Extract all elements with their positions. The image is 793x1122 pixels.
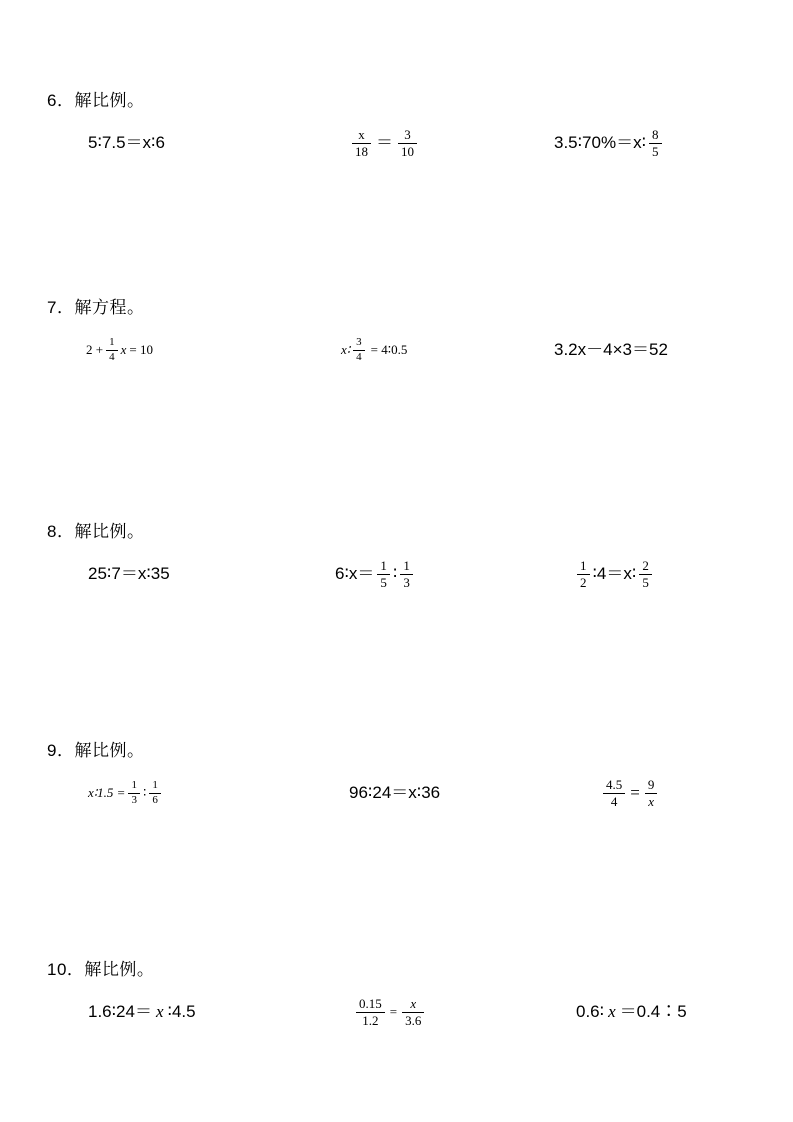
fraction xyxy=(649,128,662,158)
answer-space-10 xyxy=(0,1032,793,1092)
term: 4×3 xyxy=(603,339,632,359)
ratio-sign: ∶ xyxy=(142,784,147,800)
equals-sign: ＝ xyxy=(631,339,649,359)
equals-sign: ＝ xyxy=(120,563,138,583)
variable: x xyxy=(155,1001,164,1021)
minus-sign: － xyxy=(586,339,604,359)
variable: x xyxy=(137,563,147,583)
expression-lead: 6∶x＝ xyxy=(335,563,375,583)
expression-lead: 2 + xyxy=(86,341,104,357)
problem-7-3 xyxy=(540,330,780,370)
term: 5 xyxy=(88,132,98,152)
problem-10-3 xyxy=(540,992,780,1032)
section-title-9: 解比例。 xyxy=(74,741,145,760)
term: 3.2x xyxy=(554,339,587,359)
problem-section-7 xyxy=(0,243,793,370)
problem-row-9 xyxy=(0,773,793,813)
numerator: 3 xyxy=(404,126,411,142)
term: 96 xyxy=(349,782,368,802)
equals-sign: = xyxy=(389,1003,398,1019)
denominator: 18 xyxy=(355,143,368,159)
problem-9-1 xyxy=(60,773,305,813)
problem-row-10 xyxy=(0,992,793,1032)
section-number-8: 8． xyxy=(47,522,75,541)
denominator: 10 xyxy=(401,143,414,159)
denominator: 5 xyxy=(652,143,659,159)
numerator: 1 xyxy=(109,335,115,348)
variable: x xyxy=(608,1001,616,1021)
problem-9-2 xyxy=(305,773,540,813)
denominator: x xyxy=(648,793,654,809)
fraction xyxy=(106,337,118,363)
equals-sign: = xyxy=(630,782,640,802)
expression-tail: = 10 xyxy=(129,341,153,357)
answer-space-9 xyxy=(0,813,793,893)
ratio-sign: ∶ xyxy=(416,782,422,802)
term: 7.5 xyxy=(101,132,126,152)
problem-6-2-expr xyxy=(305,128,420,158)
numerator: 4.5 xyxy=(606,776,623,792)
ratio-sign: ∶ xyxy=(146,563,151,583)
problem-row-6 xyxy=(0,123,793,163)
answer-space-7 xyxy=(0,370,793,450)
problem-8-3-expr xyxy=(540,559,655,589)
section-heading-10 xyxy=(0,955,793,980)
problem-10-1 xyxy=(60,992,305,1032)
section-number-9: 9． xyxy=(47,741,75,760)
section-title-6: 解比例。 xyxy=(74,91,145,110)
problem-10-2-expr xyxy=(305,997,427,1027)
expression-lead: 0.6∶ xyxy=(576,1001,605,1021)
variable: x xyxy=(120,341,127,357)
denominator: 2 xyxy=(580,574,587,590)
fraction-left xyxy=(356,997,385,1027)
expression-lead: 1.6∶24＝ xyxy=(88,1001,152,1021)
section-title-7: 解方程。 xyxy=(74,298,145,317)
ratio-sign: ∶ xyxy=(106,563,112,583)
section-heading-9 xyxy=(0,736,793,761)
problem-row-7 xyxy=(0,330,793,370)
equals-sign: ＝ xyxy=(376,132,393,152)
denominator: 4 xyxy=(610,793,618,809)
numerator: 1 xyxy=(380,557,387,573)
problem-7-1-expr xyxy=(60,337,153,363)
fraction-left xyxy=(128,780,140,806)
denominator: 3.6 xyxy=(405,1012,422,1028)
problem-8-1 xyxy=(60,554,305,594)
numerator: 9 xyxy=(647,776,655,792)
numerator: 8 xyxy=(652,126,659,142)
section-heading-8 xyxy=(0,517,793,542)
ratio-sign: ∶ xyxy=(367,782,373,802)
problem-6-1-expr xyxy=(60,134,165,153)
problem-6-1 xyxy=(60,123,305,163)
fraction-right xyxy=(400,559,413,589)
problem-section-9 xyxy=(0,674,793,813)
denominator: 6 xyxy=(152,793,158,806)
section-title-10: 解比例。 xyxy=(84,960,155,979)
section-heading-7 xyxy=(0,293,793,318)
fraction-left xyxy=(577,559,590,589)
denominator: 4 xyxy=(109,350,115,363)
term: 24 xyxy=(372,782,392,802)
expression-tail: = 4∶0.5 xyxy=(370,341,408,357)
variable: x xyxy=(142,132,152,152)
numerator: 1 xyxy=(152,778,158,791)
section-title-8: 解比例。 xyxy=(74,522,145,541)
fraction-right xyxy=(639,559,652,589)
equals-sign: ＝ xyxy=(125,132,143,152)
fraction-left xyxy=(377,559,390,589)
denominator: 3 xyxy=(403,574,410,590)
fraction-right xyxy=(149,780,161,806)
section-number-6: 6． xyxy=(47,91,75,110)
numerator: 1 xyxy=(131,778,137,791)
problem-7-2 xyxy=(305,330,540,370)
numerator: 2 xyxy=(642,557,649,573)
problem-9-3-expr xyxy=(540,778,660,808)
problem-6-2 xyxy=(305,123,540,163)
equals-sign: ＝ xyxy=(391,782,409,802)
term: 6 xyxy=(155,132,165,152)
problem-8-1-expr xyxy=(60,565,170,584)
fraction-left xyxy=(603,778,625,808)
problem-10-3-expr xyxy=(540,1003,687,1022)
denominator: 5 xyxy=(642,574,649,590)
section-heading-6 xyxy=(0,86,793,111)
fraction-left xyxy=(352,128,371,158)
denominator: 3 xyxy=(131,793,137,806)
problem-8-3 xyxy=(540,554,780,594)
problem-10-2 xyxy=(305,992,540,1032)
problem-6-3 xyxy=(540,123,780,163)
variable: x xyxy=(408,782,417,802)
numerator: 1 xyxy=(580,557,587,573)
expression-tail: ∶4.5 xyxy=(167,1001,196,1021)
numerator: 1 xyxy=(403,557,410,573)
problem-section-8 xyxy=(0,450,793,594)
fraction-right xyxy=(645,778,658,808)
problem-8-2-expr xyxy=(305,559,416,589)
problem-9-1-expr xyxy=(60,780,164,806)
denominator: 4 xyxy=(356,350,362,363)
term: 36 xyxy=(421,782,441,802)
problem-9-2-expr xyxy=(305,784,440,803)
fraction-right xyxy=(398,128,417,158)
numerator: 0.15 xyxy=(359,995,382,1011)
section-number-10: 10． xyxy=(47,960,85,979)
fraction-right xyxy=(402,997,424,1027)
ratio-sign: ∶ xyxy=(392,563,398,583)
answer-space-6 xyxy=(0,163,793,243)
problem-8-2 xyxy=(305,554,540,594)
problem-7-3-expr xyxy=(540,341,668,360)
denominator: 5 xyxy=(380,574,387,590)
ratio-sign: ∶ xyxy=(151,132,156,152)
term: 7 xyxy=(111,563,121,583)
problem-7-1 xyxy=(60,330,305,370)
denominator: 1.2 xyxy=(362,1012,379,1028)
expression-lead: x∶1.5 = xyxy=(88,784,126,800)
expression-lead: 3.5∶70%＝x∶ xyxy=(554,132,647,152)
answer-space-8 xyxy=(0,594,793,674)
expression-lead: x∶ xyxy=(341,341,351,357)
term: 25 xyxy=(88,563,107,583)
problem-section-10 xyxy=(0,893,793,1032)
term: 52 xyxy=(648,339,668,359)
problem-7-2-expr xyxy=(305,337,407,363)
fraction xyxy=(353,337,365,363)
numerator: x xyxy=(358,126,365,142)
section-number-7: 7． xyxy=(47,298,75,317)
expression-mid: ∶4＝x∶ xyxy=(592,563,637,583)
problem-section-6 xyxy=(0,0,793,163)
numerator: 3 xyxy=(356,335,362,348)
problem-row-8 xyxy=(0,554,793,594)
problem-6-3-expr xyxy=(540,128,665,158)
expression-tail: ＝0.4∶5 xyxy=(619,1001,687,1021)
ratio-sign: ∶ xyxy=(97,132,102,152)
problem-9-3 xyxy=(540,773,780,813)
problem-10-1-expr xyxy=(60,1003,196,1022)
term: 35 xyxy=(150,563,170,583)
numerator: x xyxy=(410,995,417,1011)
